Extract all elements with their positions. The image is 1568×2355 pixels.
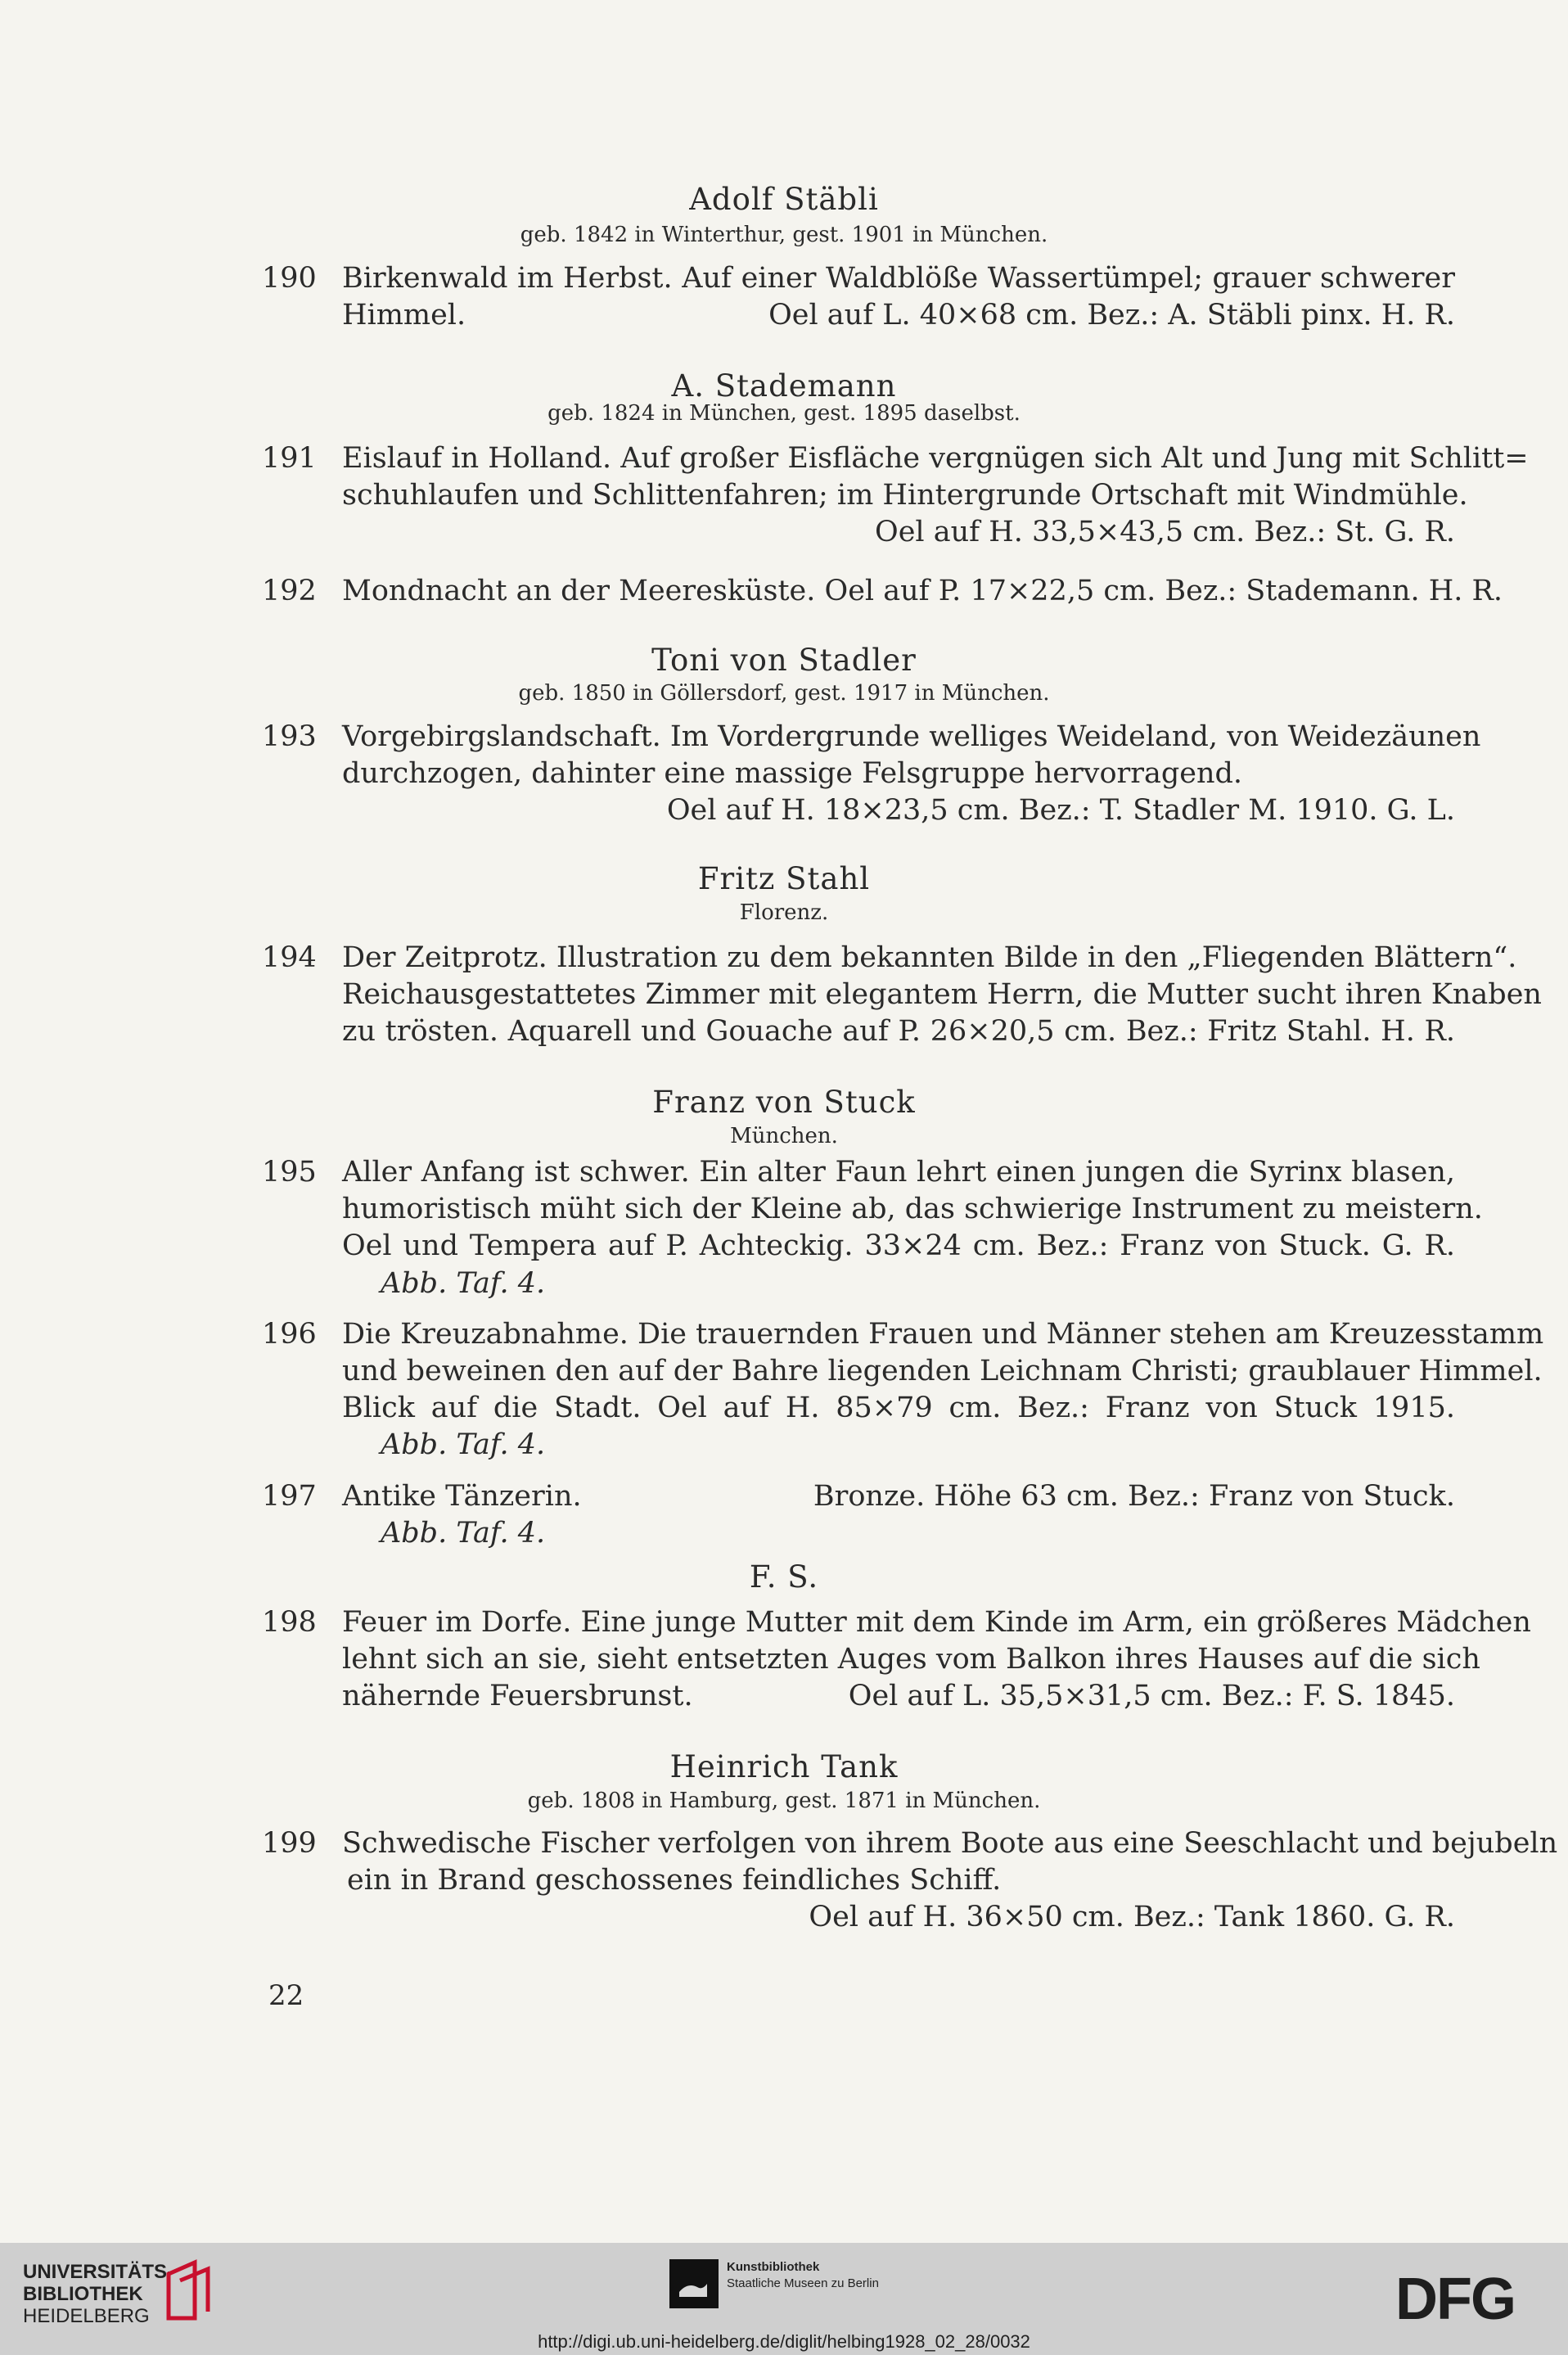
logo-text-line: HEIDELBERG	[23, 2305, 150, 2327]
lot-number: 197	[262, 1480, 317, 1513]
lot-number: 198	[262, 1606, 317, 1639]
kb-title: Kunstbibliothek	[727, 2260, 820, 2274]
lot-number: 190	[262, 262, 317, 295]
lot-number: 191	[262, 442, 317, 475]
artist-bio: geb. 1842 in Winterthur, gest. 1901 in München.	[520, 223, 1048, 247]
artist-name: Toni von Stadler	[651, 643, 917, 678]
kunstbibliothek-label	[727, 2259, 879, 2292]
permalink-url[interactable]: http://digi.ub.uni-heidelberg.de/diglit/helbing1928_02_28/0032	[538, 2331, 1030, 2352]
lot-text-line: Eislauf in Holland. Auf großer Eisfläche vergnügen sich Alt und Jung mit Schlitt=	[342, 442, 1529, 475]
lot-details: Oel auf H. 33,5×43,5 cm. Bez.: St. G. R.	[875, 516, 1455, 548]
lot-details: Oel und Tempera auf P. Achteckig. 33×24 cm. Bez.: Franz von Stuck. G. R.	[342, 1229, 1455, 1262]
university-library-logo[interactable]	[23, 2261, 173, 2327]
lot-text-line: ein in Brand geschossenes feindliches Schiff.	[347, 1864, 1002, 1897]
lot-text-line: durchzogen, dahinter eine massige Felsgruppe hervorragend.	[342, 757, 1243, 790]
lot-text-line: schuhlaufen und Schlittenfahren; im Hintergrunde Ortschaft mit Windmühle.	[342, 479, 1468, 512]
lot-text-line: Die Kreuzabnahme. Die trauernden Frauen und Männer stehen am Kreuzesstamm	[342, 1318, 1544, 1351]
plate-reference: Abb. Taf. 4.	[381, 1517, 546, 1550]
lot-text-line: Mondnacht an der Meeresküste. Oel auf P. 17×22,5 cm. Bez.: Stademann. H. R.	[342, 575, 1503, 607]
lot-details: Oel auf L. 35,5×31,5 cm. Bez.: F. S. 1845.	[848, 1680, 1455, 1712]
lot-text-line: Aller Anfang ist schwer. Ein alter Faun lehrt einen jungen die Syrinx blasen,	[342, 1156, 1455, 1189]
lot-text-line: humoristisch müht sich der Kleine ab, das schwierige Instrument zu meistern.	[342, 1193, 1483, 1225]
lot-number: 196	[262, 1318, 317, 1351]
page-number: 22	[268, 1979, 304, 2012]
dfg-logo[interactable]: DFG	[1395, 2267, 1515, 2332]
artist-bio: geb. 1808 in Hamburg, gest. 1871 in München.	[527, 1789, 1041, 1813]
artist-bio: München.	[730, 1124, 838, 1148]
lot-number: 199	[262, 1827, 317, 1860]
lot-number: 193	[262, 720, 317, 753]
lot-text-line: Himmel.	[342, 299, 466, 332]
lot-text-line: und beweinen den auf der Bahre liegenden Leichnam Christi; graublauer Himmel.	[342, 1355, 1543, 1387]
lot-text-line: Der Zeitprotz. Illustration zu dem bekannten Bilde in den „Fliegenden Blättern“.	[342, 941, 1517, 974]
lot-text-line: nähernde Feuersbrunst.	[342, 1680, 693, 1712]
artist-name: Heinrich Tank	[669, 1749, 899, 1784]
artist-name: Fritz Stahl	[697, 861, 871, 896]
lot-text-line: lehnt sich an sie, sieht entsetzten Auges vom Balkon ihres Hauses auf die sich	[342, 1643, 1480, 1676]
artist-bio: geb. 1824 in München, gest. 1895 daselbst.	[547, 401, 1021, 426]
library-emblem-icon	[162, 2256, 219, 2325]
lot-text-line: Birkenwald im Herbst. Auf einer Waldblöße Wassertümpel; grauer schwerer	[342, 262, 1455, 295]
logo-text-line: BIBLIOTHEK	[23, 2283, 143, 2305]
lot-text-line: Reichausgestattetes Zimmer mit elegantem Herrn, die Mutter sucht ihren Knaben	[342, 978, 1542, 1011]
lot-number: 194	[262, 941, 317, 974]
lot-text-line: Schwedische Fischer verfolgen von ihrem Boote aus eine Seeschlacht und bejubeln	[342, 1827, 1558, 1860]
lot-details: Oel auf L. 40×68 cm. Bez.: A. Stäbli pinx. H. R.	[768, 299, 1455, 332]
lot-text-line: zu trösten. Aquarell und Gouache auf P. 26×20,5 cm. Bez.: Fritz Stahl. H. R.	[342, 1015, 1455, 1048]
kb-subtitle: Staatliche Museen zu Berlin	[727, 2276, 879, 2290]
artist-name: Adolf Stäbli	[689, 182, 879, 217]
artist-name: A. Stademann	[671, 368, 897, 404]
lot-number: 192	[262, 575, 317, 607]
lot-details: Oel auf H. 18×23,5 cm. Bez.: T. Stadler M. 1910. G. L.	[666, 794, 1455, 827]
plate-reference: Abb. Taf. 4.	[381, 1428, 546, 1461]
artist-name: F. S.	[749, 1559, 819, 1595]
artist-name: Franz von Stuck	[652, 1085, 916, 1120]
lot-details: Oel auf H. 36×50 cm. Bez.: Tank 1860. G. R.	[809, 1901, 1455, 1933]
lot-number: 195	[262, 1156, 317, 1189]
lot-details: Blick auf die Stadt. Oel auf H. 85×79 cm. Bez.: Franz von Stuck 1915.	[342, 1392, 1455, 1424]
logo-text-line: UNIVERSITÄTS-	[23, 2261, 174, 2283]
lot-details: Bronze. Höhe 63 cm. Bez.: Franz von Stuck.	[813, 1480, 1455, 1513]
kunstbibliothek-logo-icon[interactable]	[669, 2259, 719, 2308]
artist-bio: geb. 1850 in Göllersdorf, gest. 1917 in München.	[518, 681, 1050, 706]
lot-text-line: Feuer im Dorfe. Eine junge Mutter mit dem Kinde im Arm, ein größeres Mädchen	[342, 1606, 1531, 1639]
lot-text-line: Vorgebirgslandschaft. Im Vordergrunde welliges Weideland, von Weidezäunen	[342, 720, 1481, 753]
plate-reference: Abb. Taf. 4.	[381, 1267, 546, 1300]
lot-text-line: Antike Tänzerin.	[342, 1480, 582, 1513]
artist-bio: Florenz.	[739, 900, 829, 925]
